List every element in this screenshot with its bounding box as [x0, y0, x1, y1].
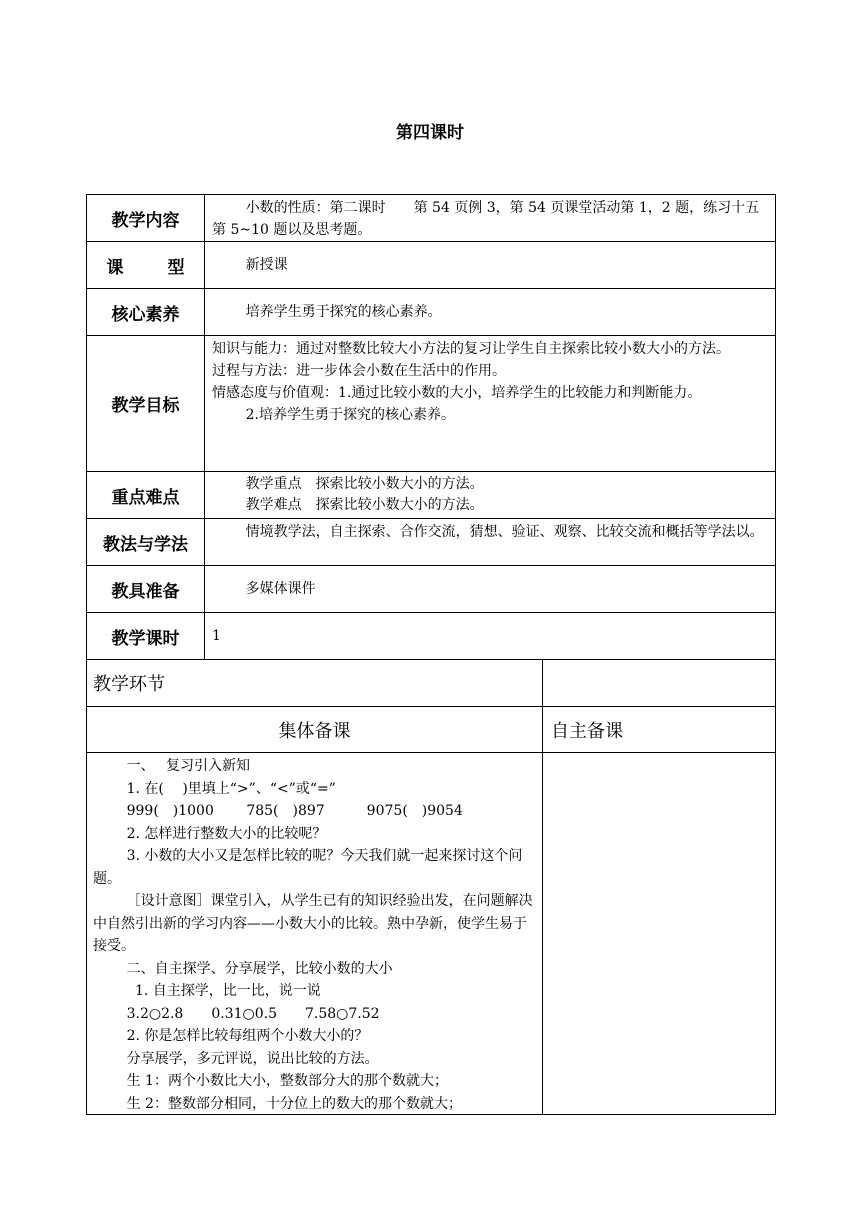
value-teaching-goals: 知识与能力：通过对整数比较大小方法的复习让学生自主探索比较小数大小的方法。 过程与方法：进一步体会小数在生活中的作用。 情感态度与价值观：1.通过比较小数的大小，培养学生的比较能力和判断能力。 2.培养学生勇于探究的核心素养。 [212, 341, 730, 423]
label-lesson-type: 课 型 [87, 242, 205, 288]
row-teaching-tools [87, 566, 775, 613]
self-prep-content [543, 753, 775, 1114]
teaching-steps-header-blank [543, 660, 775, 706]
label-class-hours: 教学课时 [87, 613, 205, 659]
row-methods [87, 519, 775, 566]
value-key-points: 教学重点 探索比较小数大小的方法。 教学难点 探索比较小数大小的方法。 [245, 476, 484, 513]
row-class-hours [87, 613, 775, 660]
row-core-literacy [87, 289, 775, 336]
row-lesson-type [87, 242, 775, 289]
lesson-plan-table [86, 194, 776, 1115]
row-teaching-steps-header [87, 660, 775, 707]
teaching-steps-header: 教学环节 [87, 660, 543, 706]
value-lesson-type: 新授课 [245, 257, 288, 273]
page-title: 第四课时 [396, 123, 464, 143]
row-column-headers [87, 707, 775, 753]
row-teaching-goals [87, 336, 775, 472]
label-teaching-tools: 教具准备 [87, 566, 205, 612]
value-core-literacy: 培养学生勇于探究的核心素养。 [245, 304, 442, 320]
value-class-hours: 1 [212, 628, 221, 644]
value-methods: 情境教学法，自主探索、合作交流，猜想、验证、观察、比较交流和概括等学法以。 [245, 524, 764, 540]
self-prep-header: 自主备课 [551, 720, 623, 742]
label-methods: 教法与学法 [87, 519, 205, 565]
label-teaching-content: 教学内容 [87, 195, 205, 241]
value-teaching-content: 小数的性质：第二课时 第 54 页例 3，第 54 页课堂活动第 1，2 题，练习十五第 5~10 题以及思考题。 [212, 200, 760, 238]
collective-prep-content: 一、 复习引入新知 1. 在( )里填上“>”、“<”或“=” 999( )1000 785( )897 9075( )9054 2. 怎样进行整数大小的比较呢？ 3. 小数的大小又是怎样比较的呢？今天我们就一起来探讨这个问题。 ［设计意图］课堂引入，从学生已有的知识经验出发，在问题解决中自然引出新的学习内容——小数大小的比较。熟中孕新，使学生易于接受。 二、自主探学、分享展学，比较小数的大小 1. 自主探学，比一比，说一说 3.2○2.8 0.31○0.5 7.58○7.52 2. 你是怎样比较每组两个小数大小的？ 分享展学，多元评说，说出比较的方法。 生 1：两个小数比大小，整数部分大的那个数就大； 生 2：整数部分相同，十分位上的数大的那个数就大； [87, 753, 543, 1114]
label-key-points: 重点难点 [87, 472, 205, 518]
label-core-literacy: 核心素养 [87, 289, 205, 335]
row-lesson-body [87, 753, 775, 1114]
row-key-points [87, 472, 775, 519]
value-teaching-tools: 多媒体课件 [245, 581, 316, 597]
collective-prep-header: 集体备课 [87, 707, 543, 752]
row-teaching-content [87, 195, 775, 242]
label-teaching-goals: 教学目标 [87, 336, 205, 471]
